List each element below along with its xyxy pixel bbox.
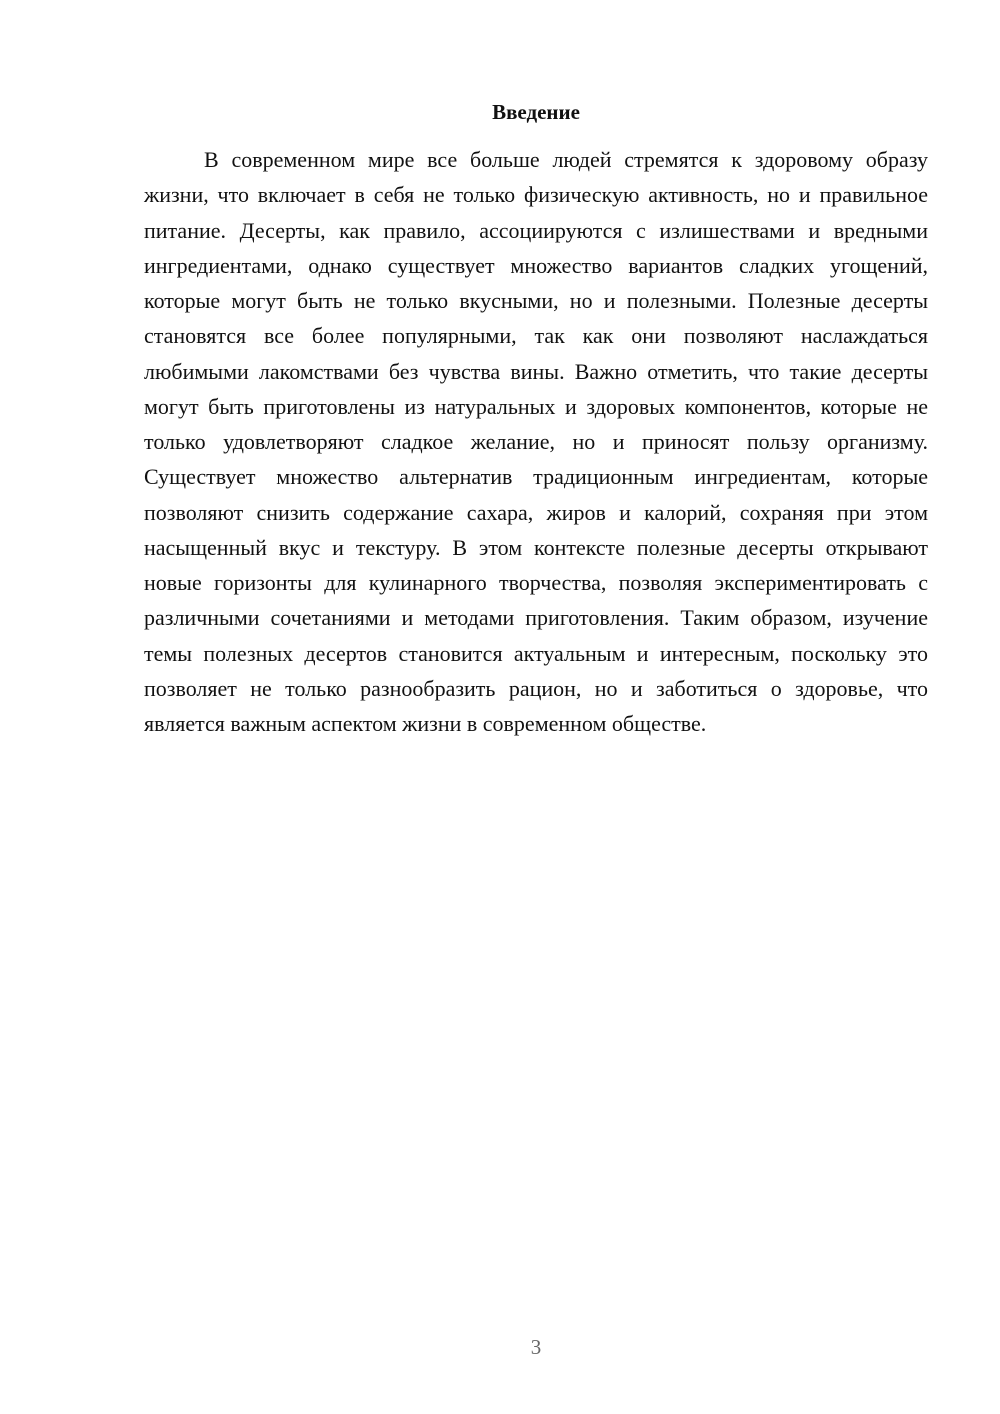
page-number: 3 [530, 1335, 542, 1359]
body-paragraph: В современном мире все больше людей стремятся к здоровому образу жизни, что включает в себя не только физическую активность, но и правильное питание. Десерты, как правило, ассоциируются с излишествами и вредными ингредиентами, однако существует множество вариантов сладких угощений, которые могут быть не только вкусными, но и полезными. Полезные десерты становятся все более популярными, так как они позволяют наслаждаться любимыми лакомствами без чувства вины. Важно отметить, что такие десерты могут быть приготовлены из натуральных и здоровых компонентов, которые не только удовлетворяют сладкое желание, но и приносят пользу организму. Существует множество альтернатив традиционным ингредиентам, которые позволяют снизить содержание сахара, жиров и калорий, сохраняя при этом насыщенный вкус и текстуру. В этом контексте полезные десерты открывают новые горизонты для кулинарного творчества, позволяя экспериментировать с различными сочетаниями и методами приготовления. Таким образом, изучение темы полезных десертов становится актуальным и интересным, поскольку это позволяет не только разнообразить рацион, но и заботиться о здоровье, что является важным аспектом жизни в современном обществе. [144, 147, 928, 736]
section-heading: Введение [492, 100, 580, 124]
